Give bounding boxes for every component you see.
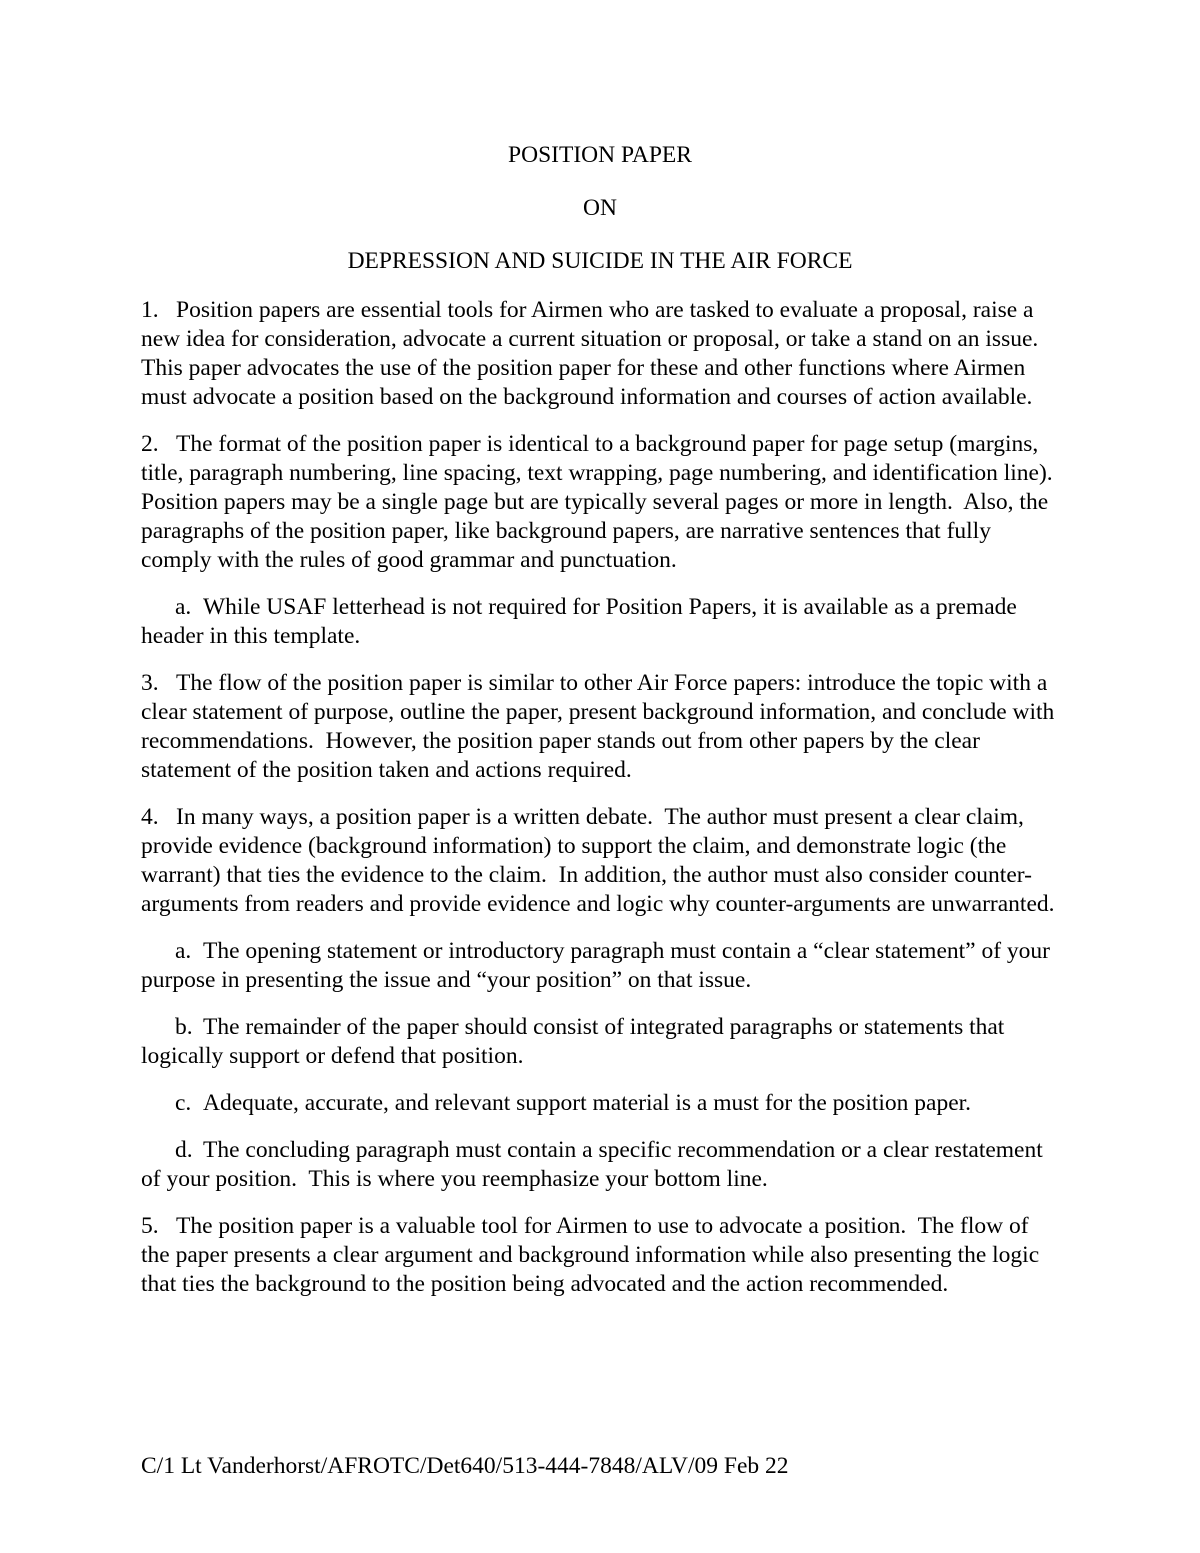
paragraph-5 xyxy=(141,1212,1059,1299)
paragraph-4b xyxy=(141,1013,1059,1071)
paragraph-2 xyxy=(141,430,1065,575)
document-body xyxy=(141,141,1065,1317)
paragraph-4b-text: The remainder of the paper should consist of integrated paragraphs or statements that logically support or defend that position. xyxy=(141,1014,1011,1069)
paragraph-4d-text: The concluding paragraph must contain a specific recommendation or a clear restatement of your position. This is where you reemphasize your bottom line. xyxy=(141,1137,1049,1192)
paragraph-4d xyxy=(141,1136,1059,1194)
paragraph-4a-letter: a. xyxy=(175,938,192,964)
paragraph-2-text: The format of the position paper is identical to a background paper for page setup (margins, title, paragraph numbering, line spacing, text wrapping, page numbering, and identification line). Position papers may be a single page but are typically several pages or more in length. Also, the paragraphs of the position paper, like background papers, are narrative sentences that fully comply with the rules of good grammar and punctuation. xyxy=(141,431,1065,573)
paragraph-2a xyxy=(141,593,1059,651)
paragraph-4c-text: Adequate, accurate, and relevant support material is a must for the position paper. xyxy=(203,1090,972,1116)
paper-subject: DEPRESSION AND SUICIDE IN THE AIR FORCE xyxy=(347,248,853,274)
paragraph-3 xyxy=(141,669,1059,785)
paragraph-1-number: 1. xyxy=(141,297,159,323)
paragraph-4d-letter: d. xyxy=(175,1137,193,1163)
paragraph-4 xyxy=(141,803,1059,919)
paragraph-4-number: 4. xyxy=(141,804,159,830)
paragraph-3-text: The flow of the position paper is similar to other Air Force papers: introduce the topic with a clear statement of purpose, outline the paper, present background information, and conclude with recommendations. However, the position paper stands out from other papers by the clear statement of the position taken and actions required. xyxy=(141,670,1061,783)
paragraph-4a-text: The opening statement or introductory paragraph must contain a “clear statement” of your purpose in presenting the issue and “your position” on that issue. xyxy=(141,938,1056,993)
paragraph-2-number: 2. xyxy=(141,431,159,457)
paragraph-2a-letter: a. xyxy=(175,594,192,620)
paragraph-1-text: Position papers are essential tools for Airmen who are tasked to evaluate a proposal, raise a new idea for consideration, advocate a current situation or proposal, or take a stand on an issue. This paper advocates the use of the position paper for these and other functions where Airmen must advocate a position based on the background information and courses of action available. xyxy=(141,297,1050,410)
paragraph-2a-text: While USAF letterhead is not required for Position Papers, it is available as a premade header in this template. xyxy=(141,594,1023,649)
paragraph-1 xyxy=(141,296,1059,412)
paragraph-3-number: 3. xyxy=(141,670,159,696)
paragraph-4c-letter: c. xyxy=(175,1090,192,1116)
paper-title-connector: ON xyxy=(583,195,617,221)
paper-title: POSITION PAPER xyxy=(508,142,692,168)
paragraph-5-number: 5. xyxy=(141,1213,159,1239)
identification-line: C/1 Lt Vanderhorst/AFROTC/Det640/513-444-7848/ALV/09 Feb 22 xyxy=(141,1453,789,1479)
paragraph-4c xyxy=(141,1089,1059,1118)
paragraph-4-text: In many ways, a position paper is a written debate. The author must present a clear claim, provide evidence (background information) to support the claim, and demonstrate logic (the warrant) that ties the evidence to the claim. In addition, the author must also consider counter-arguments from readers and provide evidence and logic why counter-arguments are unwarranted. xyxy=(141,804,1055,917)
paragraph-5-text: The position paper is a valuable tool for Airmen to use to advocate a position. The flow of the paper presents a clear argument and background information while also presenting the logic that ties the background to the position being advocated and the action recommended. xyxy=(141,1213,1046,1297)
paragraph-4a xyxy=(141,937,1059,995)
paragraph-4b-letter: b. xyxy=(175,1014,193,1040)
